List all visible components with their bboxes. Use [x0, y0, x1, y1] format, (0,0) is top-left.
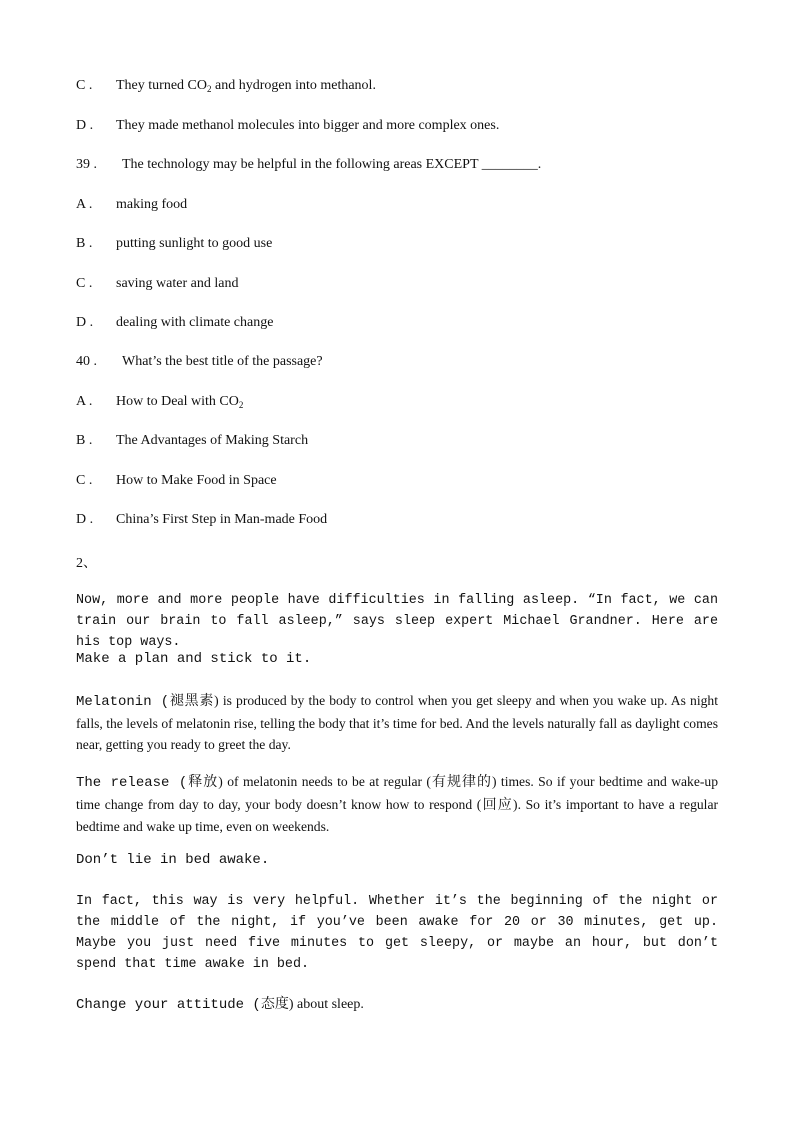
question-40	[76, 354, 323, 370]
question-text: The technology may be helpful in the following areas EXCEPT ________.	[122, 157, 542, 172]
q40-option-d	[76, 512, 327, 528]
heading-make-a-plan: Make a plan and stick to it.	[76, 651, 312, 667]
option-letter: D .	[76, 512, 94, 527]
heading-change-attitude	[76, 993, 364, 1013]
paragraph-body: ) of melatonin needs to be at regular (	[218, 774, 431, 789]
q39-option-a	[76, 197, 187, 213]
heading-tail: ) about sleep.	[288, 997, 364, 1012]
q39-option-d	[76, 315, 273, 331]
section-number: 2、	[76, 556, 97, 571]
release-paragraph	[76, 771, 718, 837]
option-text: The Advantages of Making Starch	[116, 433, 309, 448]
paragraph-lead: Melatonin (	[76, 694, 170, 710]
option-text: putting sunlight to good use	[116, 236, 273, 251]
q40-option-a	[76, 394, 243, 410]
question-number: 40 .	[76, 354, 97, 369]
chinese-gloss: 有规律的	[430, 774, 492, 790]
q40-option-b	[76, 433, 308, 449]
q39-option-b	[76, 236, 272, 252]
q40-option-c	[76, 473, 277, 489]
heading-lead: Change your attitude (	[76, 997, 261, 1013]
option-text: saving water and land	[116, 276, 239, 291]
chinese-gloss: 褪黑素	[169, 693, 215, 709]
option-letter: A .	[76, 197, 93, 212]
chinese-gloss: 回应	[481, 797, 514, 813]
chinese-gloss: 释放	[187, 774, 219, 790]
paragraph-body: ). So it’s important to have a regular bedtime and wake up time, even on weekends.	[76, 797, 719, 834]
option-text: dealing with climate change	[116, 315, 274, 330]
intro-paragraph: Now, more and more people have difficulties in falling asleep. “In fact, we can train our brain to fall asleep,” says sleep expert Michael Grandner. Here are his top ways.	[76, 593, 718, 650]
q38-option-c	[76, 78, 376, 94]
option-letter: D .	[76, 118, 94, 133]
q39-option-c	[76, 276, 238, 292]
question-number: 39 .	[76, 157, 97, 172]
option-text-tail: and hydrogen into methanol.	[211, 78, 376, 93]
option-text: They made methanol molecules into bigger and more complex ones.	[116, 118, 500, 133]
option-letter: C .	[76, 276, 93, 291]
paragraph-body: ) times. So if your bedtime and wake-up time change from day to day, your body doesn’t know how to respond (	[76, 774, 719, 812]
option-text: making food	[116, 197, 188, 212]
option-text: China’s First Step in Man-made Food	[116, 512, 328, 527]
option-letter: C .	[76, 473, 93, 488]
q38-option-d	[76, 118, 499, 134]
option-letter: A .	[76, 394, 93, 409]
option-text: They turned CO	[116, 78, 207, 93]
awake-paragraph: In fact, this way is very helpful. Whether it’s the beginning of the night or the middle of the night, if you’ve been awake for 20 or 30 minutes, get up. Maybe you just need five minutes to get sleepy, or maybe an hour, but don’t spend that time awake in bed.	[76, 894, 718, 972]
option-letter: C .	[76, 78, 93, 93]
option-letter: D .	[76, 315, 94, 330]
melatonin-paragraph	[76, 690, 718, 755]
option-letter: B .	[76, 236, 93, 251]
chinese-gloss: 态度	[260, 996, 289, 1012]
option-text: How to Deal with CO	[116, 394, 239, 409]
heading-dont-lie-awake: Don’t lie in bed awake.	[76, 852, 270, 868]
option-text: How to Make Food in Space	[116, 473, 277, 488]
paragraph-body: ) is produced by the body to control when you get sleepy and when you wake up. As night falls, the levels of melatonin rise, telling the body that it’s time for bed. And the levels naturally fall as daylight comes near, getting you ready to greet the day.	[76, 693, 718, 752]
subscript: 2	[238, 400, 244, 410]
question-text: What’s the best title of the passage?	[122, 354, 323, 369]
subscript: 2	[206, 84, 212, 94]
paragraph-lead: The release (	[76, 775, 188, 791]
option-letter: B .	[76, 433, 93, 448]
question-39	[76, 157, 541, 173]
